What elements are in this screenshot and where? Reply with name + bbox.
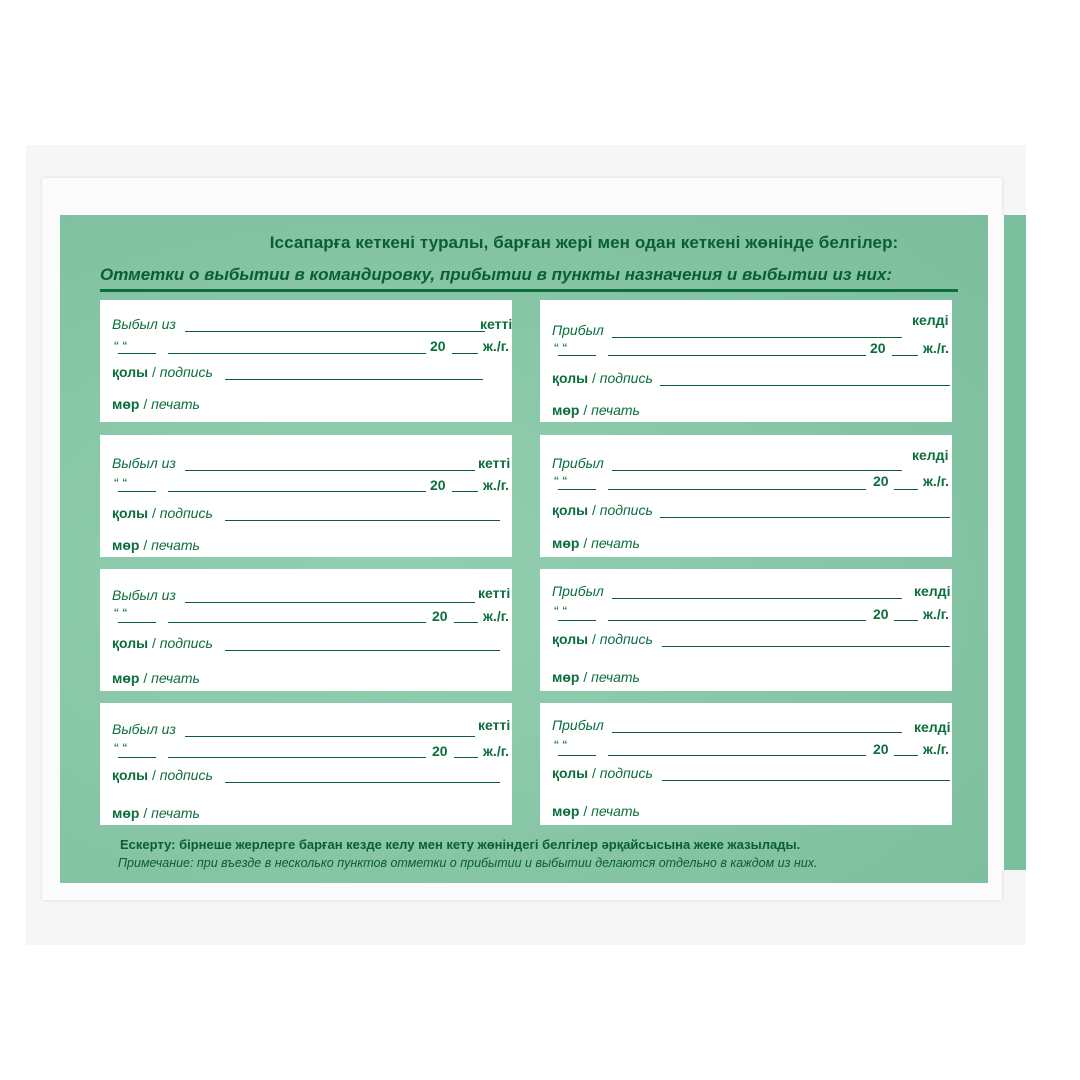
year-prefix: 20	[432, 608, 448, 624]
year-line[interactable]	[894, 489, 918, 490]
slash: /	[591, 765, 596, 781]
signature-line[interactable]	[660, 385, 950, 386]
arrived-label: келді	[914, 719, 951, 735]
month-line[interactable]	[608, 355, 866, 356]
footer-note-kazakh: Ескерту: бірнеше жерлерге барған кезде келу мен кету жөніндегі белгілер әрқайсысына жеке жазылады.	[120, 837, 801, 852]
day-line[interactable]	[558, 755, 596, 756]
arrival-box-1	[540, 300, 952, 422]
day-quote: “ “	[114, 475, 128, 491]
month-line[interactable]	[168, 622, 426, 623]
month-line[interactable]	[168, 757, 426, 758]
year-suffix: ж./г.	[923, 741, 950, 757]
year-prefix: 20	[430, 338, 446, 354]
stamp-kz-label: мөр	[552, 402, 580, 418]
footer-note-russian: Примечание: при въезде в несколько пунктов отметки о прибытии и выбытии делаются отдельно в каждом из них.	[118, 856, 818, 870]
travel-marks-form	[60, 215, 988, 883]
year-prefix: 20	[432, 743, 448, 759]
slash: /	[583, 803, 588, 819]
year-prefix: 20	[870, 340, 886, 356]
stamp-ru-label: печать	[591, 669, 640, 685]
stamp-kz-label: мөр	[552, 535, 580, 551]
signature-ru-label: подпись	[599, 370, 653, 386]
day-quote: “ “	[114, 740, 128, 756]
signature-ru-label: подпись	[159, 635, 213, 651]
signature-ru-label: подпись	[159, 364, 213, 380]
slash: /	[583, 535, 588, 551]
day-line[interactable]	[118, 757, 156, 758]
stamp-ru-label: печать	[591, 535, 640, 551]
signature-line[interactable]	[225, 520, 500, 521]
departure-from-label: Выбыл из	[112, 587, 176, 603]
signature-kz-label: қолы	[552, 631, 589, 647]
day-line[interactable]	[558, 620, 596, 621]
slash: /	[591, 502, 596, 518]
form-title-kazakh: Іссапарға кеткені туралы, барған жері мен одан кеткені жөнінде белгілер:	[269, 233, 899, 252]
arrived-label: келді	[912, 447, 949, 463]
signature-line[interactable]	[225, 379, 483, 380]
arrival-label: Прибыл	[552, 717, 604, 733]
next-page-edge	[998, 215, 1026, 870]
departed-label: кетті	[478, 717, 511, 733]
departure-place-line[interactable]	[185, 331, 485, 332]
year-line[interactable]	[892, 355, 918, 356]
month-line[interactable]	[608, 755, 866, 756]
stamp-kz-label: мөр	[552, 669, 580, 685]
year-suffix: ж./г.	[483, 743, 510, 759]
slash: /	[583, 669, 588, 685]
day-line[interactable]	[558, 489, 596, 490]
year-prefix: 20	[873, 473, 889, 489]
arrival-box-4	[540, 703, 952, 825]
stamp-ru-label: печать	[151, 805, 200, 821]
signature-ru-label: подпись	[599, 631, 653, 647]
slash: /	[583, 402, 588, 418]
departure-from-label: Выбыл из	[112, 721, 176, 737]
stamp-kz-label: мөр	[112, 537, 140, 553]
departed-label: кетті	[478, 585, 511, 601]
arrival-label: Прибыл	[552, 455, 604, 471]
year-line[interactable]	[452, 491, 478, 492]
year-line[interactable]	[894, 755, 918, 756]
stamp-ru-label: печать	[591, 402, 640, 418]
stamp-ru-label: печать	[151, 670, 200, 686]
arrival-place-line[interactable]	[612, 470, 902, 471]
year-prefix: 20	[873, 741, 889, 757]
month-line[interactable]	[608, 489, 866, 490]
departure-place-line[interactable]	[185, 602, 475, 603]
departure-place-line[interactable]	[185, 470, 475, 471]
departure-from-label: Выбыл из	[112, 455, 176, 471]
slash: /	[151, 364, 156, 380]
departure-box-1	[100, 300, 512, 422]
year-line[interactable]	[454, 622, 478, 623]
stamp-kz-label: мөр	[112, 396, 140, 412]
year-suffix: ж./г.	[923, 473, 950, 489]
day-quote: “ “	[114, 605, 128, 621]
stamp-kz-label: мөр	[552, 803, 580, 819]
arrival-place-line[interactable]	[612, 337, 902, 338]
departure-place-line[interactable]	[185, 736, 475, 737]
day-line[interactable]	[558, 355, 596, 356]
signature-line[interactable]	[662, 780, 950, 781]
month-line[interactable]	[168, 353, 426, 354]
signature-kz-label: қолы	[552, 765, 589, 781]
arrival-place-line[interactable]	[612, 598, 902, 599]
slash: /	[151, 767, 156, 783]
day-quote: “ “	[554, 737, 568, 753]
departed-label: кетті	[478, 455, 511, 471]
day-quote: “ “	[114, 338, 128, 354]
arrival-label: Прибыл	[552, 322, 604, 338]
slash: /	[143, 805, 148, 821]
stamp-kz-label: мөр	[112, 805, 140, 821]
departure-box-2	[100, 435, 512, 557]
arrived-label: келді	[912, 312, 949, 328]
year-suffix: ж./г.	[483, 477, 510, 493]
slash: /	[151, 505, 156, 521]
arrival-label: Прибыл	[552, 583, 604, 599]
year-prefix: 20	[873, 606, 889, 622]
year-suffix: ж./г.	[483, 338, 510, 354]
signature-line[interactable]	[225, 650, 500, 651]
year-line[interactable]	[452, 353, 478, 354]
year-line[interactable]	[894, 620, 918, 621]
day-line[interactable]	[118, 353, 156, 354]
signature-kz-label: қолы	[112, 635, 149, 651]
arrived-label: келді	[914, 583, 951, 599]
signature-kz-label: қолы	[552, 370, 589, 386]
month-line[interactable]	[608, 620, 866, 621]
year-suffix: ж./г.	[923, 340, 950, 356]
departure-from-label: Выбыл из	[112, 316, 176, 332]
slash: /	[591, 631, 596, 647]
header-divider	[100, 289, 958, 292]
stamp-ru-label: печать	[151, 396, 200, 412]
stamp-ru-label: печать	[151, 537, 200, 553]
day-line[interactable]	[118, 622, 156, 623]
signature-ru-label: подпись	[599, 765, 653, 781]
departure-box-3	[100, 569, 512, 691]
signature-ru-label: подпись	[599, 502, 653, 518]
signature-line[interactable]	[660, 517, 950, 518]
form-title-russian: Отметки о выбытии в командировку, прибытии в пункты назначения и выбытии из них:	[100, 265, 893, 284]
day-quote: “ “	[554, 340, 568, 356]
stamp-ru-label: печать	[591, 803, 640, 819]
day-line[interactable]	[118, 491, 156, 492]
signature-ru-label: подпись	[159, 767, 213, 783]
slash: /	[143, 537, 148, 553]
year-suffix: ж./г.	[483, 608, 510, 624]
stamp-kz-label: мөр	[112, 670, 140, 686]
slash: /	[143, 670, 148, 686]
signature-line[interactable]	[225, 782, 500, 783]
year-line[interactable]	[454, 757, 478, 758]
month-line[interactable]	[168, 491, 426, 492]
arrival-box-3	[540, 569, 952, 691]
signature-ru-label: подпись	[159, 505, 213, 521]
day-quote: “ “	[554, 603, 568, 619]
departure-box-4	[100, 703, 512, 825]
signature-kz-label: қолы	[112, 767, 149, 783]
arrival-box-2	[540, 435, 952, 557]
signature-line[interactable]	[662, 646, 950, 647]
day-quote: “ “	[554, 473, 568, 489]
signature-kz-label: қолы	[112, 505, 149, 521]
slash: /	[151, 635, 156, 651]
signature-kz-label: қолы	[112, 364, 149, 380]
arrival-place-line[interactable]	[612, 732, 902, 733]
signature-kz-label: қолы	[552, 502, 589, 518]
slash: /	[591, 370, 596, 386]
year-prefix: 20	[430, 477, 446, 493]
year-suffix: ж./г.	[923, 606, 950, 622]
slash: /	[143, 396, 148, 412]
departed-label: кетті	[480, 316, 513, 332]
